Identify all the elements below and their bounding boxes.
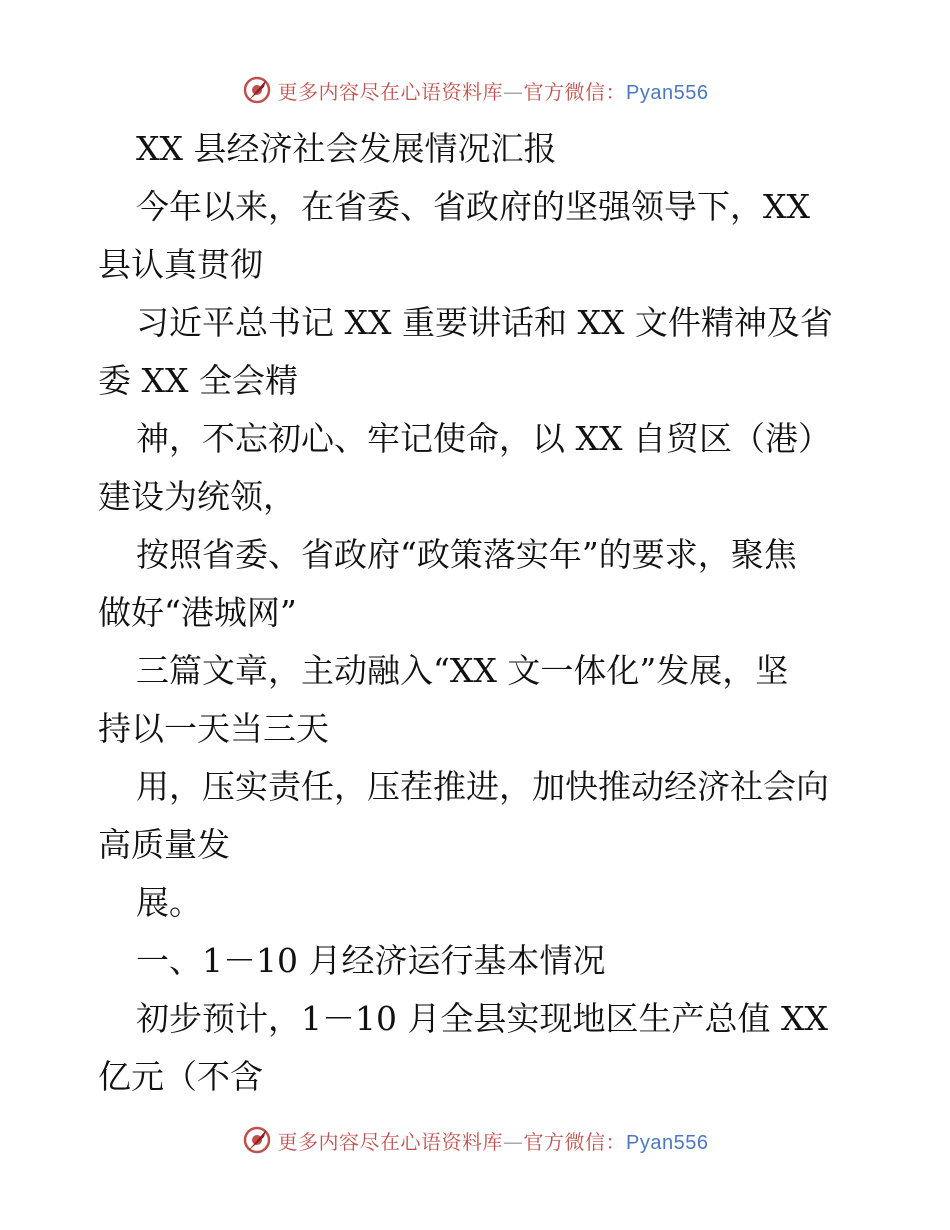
paragraph-line: 委 XX 全会精 [98,361,298,400]
header-wechat-id: Pyan556 [626,81,709,104]
header-separator: — [503,79,524,104]
document-title: XX 县经济社会发展情况汇报 [136,129,557,168]
footer-slogan: 更多内容尽在心语资料库 [277,1129,504,1154]
footer-banner [0,1120,950,1160]
header-banner-text [278,76,709,105]
paragraph-line: 今年以来，在省委、省政府的坚强领导下，XX [136,187,810,226]
quill-logo-icon [242,75,272,105]
paragraph-line: 建设为统领， [98,477,296,516]
paragraph-line: 三篇文章，主动融入“XX 文一体化”发展，坚 [136,651,789,690]
quill-logo-icon [242,1125,272,1155]
section-heading: 一、1－10 月经济运行基本情况 [136,941,606,980]
footer-wechat-label: 官方微信： [523,1129,627,1154]
paragraph-line: 神，不忘初心、牢记使命，以 XX 自贸区（港） [136,419,831,458]
paragraph-line: 县认真贯彻 [98,245,263,284]
footer-wechat-id: Pyan556 [626,1131,709,1154]
header-wechat-label: 官方微信： [523,79,627,104]
header-banner [0,70,950,110]
paragraph-line: 初步预计，1－10 月全县实现地区生产总值 XX [136,999,828,1038]
footer-banner-text [278,1126,709,1155]
header-slogan: 更多内容尽在心语资料库 [277,79,504,104]
paragraph-line: 高质量发 [98,825,230,864]
paragraph-line: 展。 [136,883,202,922]
paragraph-line: 持以一天当三天 [98,709,329,748]
paragraph-line: 按照省委、省政府“政策落实年”的要求，聚焦 [136,535,797,574]
paragraph-line: 亿元（不含 [98,1057,263,1096]
paragraph-line: 习近平总书记 XX 重要讲话和 XX 文件精神及省 [136,303,833,342]
paragraph-line: 用，压实责任，压茬推进，加快推动经济社会向 [136,767,829,806]
document-body [98,120,858,1106]
paragraph-line: 做好“港城网” [98,593,297,632]
footer-separator: — [503,1129,524,1154]
